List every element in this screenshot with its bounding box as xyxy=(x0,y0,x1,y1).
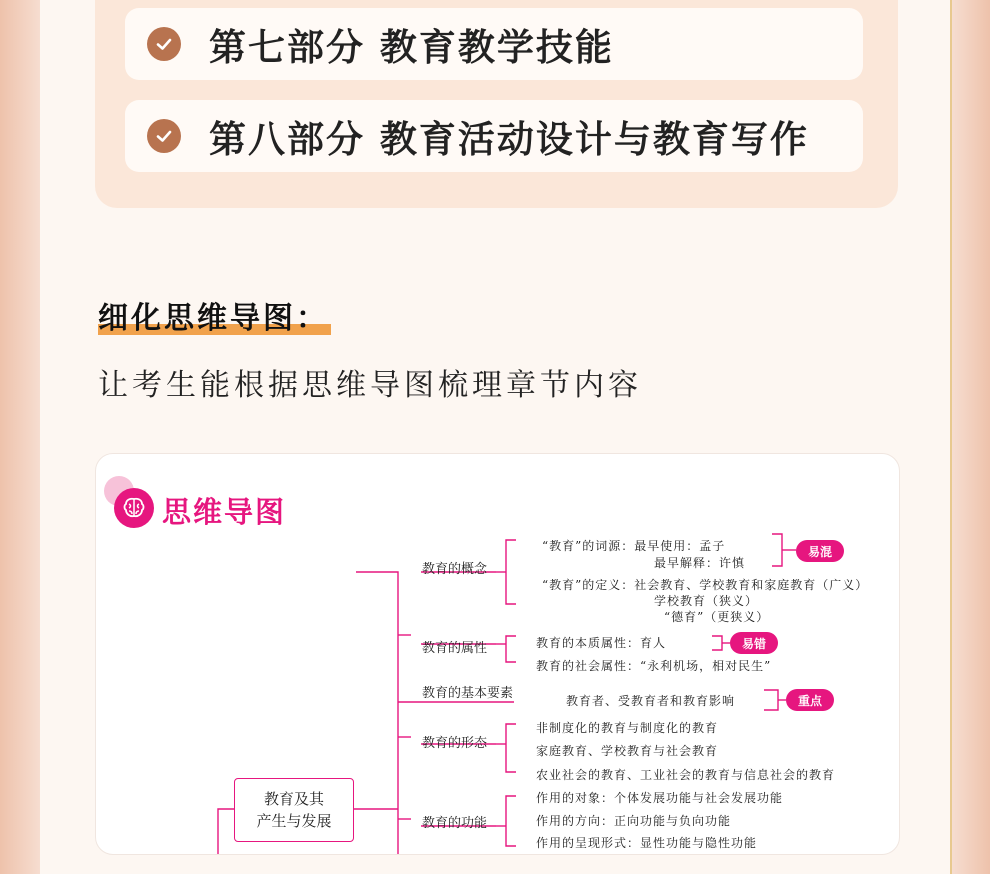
leaf-text: 学校教育（狭义） xyxy=(654,594,759,608)
leaf-text: 教育者、受教育者和教育影响 xyxy=(566,694,736,708)
check-icon xyxy=(147,27,181,61)
leaf-text: “教育”的词源：最早使用：孟子 xyxy=(542,539,726,553)
mindmap-card xyxy=(95,453,900,855)
mindmap-root-node xyxy=(234,778,354,842)
table-of-contents xyxy=(95,0,898,208)
branch-elements: 教育的基本要素 xyxy=(422,686,514,701)
leaf-text: 作用的方向：正向功能与负向功能 xyxy=(536,814,732,828)
section-title-text: 细化思维导图： xyxy=(98,301,329,336)
leaf-text: 家庭教育、学校教育与社会教育 xyxy=(536,744,719,758)
leaf-text: “德育”（更狭义） xyxy=(664,610,770,624)
leaf-text: 教育的本质属性：育人 xyxy=(536,636,667,650)
leaf-text: 作用的对象：个体发展功能与社会发展功能 xyxy=(536,791,784,805)
content-panel xyxy=(40,0,952,874)
toc-item-part7 xyxy=(125,8,863,80)
root-line-2: 产生与发展 xyxy=(256,812,332,830)
tag-error-prone: 易错 xyxy=(730,632,778,654)
toc-item-part8 xyxy=(125,100,863,172)
leaf-text: 教育的社会属性：“永利机场，相对民生” xyxy=(536,659,772,673)
tag-confusing: 易混 xyxy=(796,540,844,562)
leaf-text: 作用的呈现形式：显性功能与隐性功能 xyxy=(536,836,758,850)
leaf-text: 非制度化的教育与制度化的教育 xyxy=(536,721,719,735)
left-border-decoration xyxy=(0,0,40,874)
branch-forms: 教育的形态 xyxy=(422,736,488,751)
branch-attributes: 教育的属性 xyxy=(422,641,488,656)
toc-item-label: 第七部分 教育教学技能 xyxy=(209,26,614,69)
leaf-text: “教育”的定义：社会教育、学校教育和家庭教育（广义） xyxy=(542,578,869,592)
section-title xyxy=(98,293,329,337)
leaf-text: 农业社会的教育、工业社会的教育与信息社会的教育 xyxy=(536,768,836,782)
section-description: 让考生能根据思维导图梳理章节内容 xyxy=(98,368,642,403)
branch-concept: 教育的概念 xyxy=(422,562,488,577)
mindmap-title: 思维导图 xyxy=(162,495,287,529)
branch-functions: 教育的功能 xyxy=(422,816,488,831)
check-icon xyxy=(147,119,181,153)
toc-item-label: 第八部分 教育活动设计与教育写作 xyxy=(209,118,809,161)
root-line-1: 教育及其 xyxy=(263,790,324,808)
tag-key-point: 重点 xyxy=(786,689,834,711)
right-border-decoration xyxy=(952,0,990,874)
leaf-text: 最早解释：许慎 xyxy=(654,556,746,570)
